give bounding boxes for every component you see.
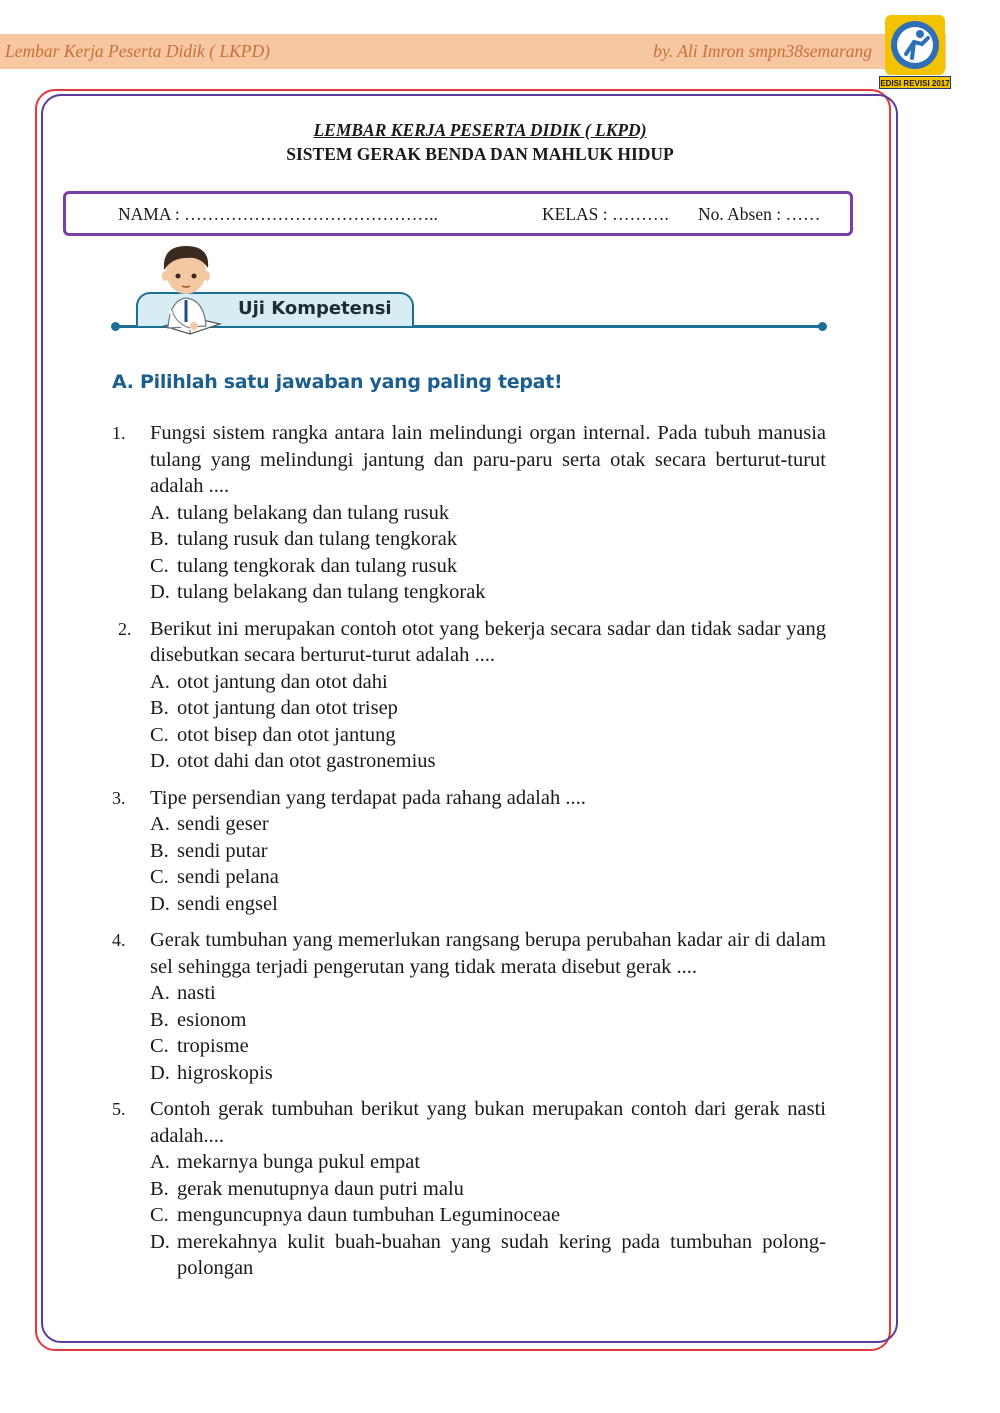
option-letter: A.	[150, 813, 170, 835]
option-a[interactable]	[150, 500, 826, 527]
edisi-revisi-badge: EDISI REVISI 2017	[879, 76, 951, 89]
banner-dot-left	[111, 322, 120, 331]
option-text: esionom	[177, 1008, 247, 1031]
student-reading-icon	[146, 240, 226, 340]
option-text: nasti	[177, 982, 216, 1004]
question-1	[110, 420, 826, 606]
option-letter: D.	[150, 1230, 170, 1253]
question-2	[110, 616, 826, 775]
option-letter: A.	[150, 670, 170, 693]
option-c[interactable]	[150, 722, 826, 749]
question-number: 3.	[112, 787, 126, 808]
option-letter: D.	[150, 892, 170, 915]
option-text: tulang tengkorak dan tulang rusuk	[177, 554, 458, 577]
question-number: 4.	[112, 930, 126, 950]
option-b[interactable]	[150, 838, 826, 865]
option-c[interactable]	[150, 864, 826, 891]
option-letter: A.	[150, 501, 170, 524]
option-text: sendi geser	[177, 813, 269, 835]
header-right-text: by. Ali Imron smpn38semarang	[653, 41, 872, 61]
header-left-text: Lembar Kerja Peserta Didik ( LKPD)	[5, 41, 270, 61]
question-number: 2.	[118, 618, 132, 639]
option-d[interactable]	[150, 748, 826, 775]
question-number: 5.	[112, 1099, 126, 1119]
option-a[interactable]	[150, 980, 826, 1007]
question-number: 1.	[112, 423, 126, 443]
option-d[interactable]	[150, 1060, 826, 1087]
option-b[interactable]	[150, 1007, 826, 1034]
question-4	[110, 927, 826, 1086]
option-text: sendi putar	[177, 839, 268, 862]
option-text: otot dahi dan otot gastronemius	[177, 750, 436, 772]
question-stem: Gerak tumbuhan yang memerlukan rangsang berupa perubahan kadar air di dalam sel sehingga terjadi pengerutan yang tidak merata disebut gerak ....	[150, 929, 826, 978]
option-c[interactable]	[150, 553, 826, 580]
option-b[interactable]	[150, 526, 826, 553]
option-letter: B.	[150, 528, 169, 550]
option-text: otot jantung dan otot trisep	[177, 697, 398, 719]
option-text: otot bisep dan otot jantung	[177, 723, 396, 746]
nama-field[interactable]: NAMA : ……………………………………..	[118, 204, 438, 224]
question-3	[110, 785, 826, 918]
option-letter: A.	[150, 1151, 170, 1173]
option-letter: A.	[150, 982, 170, 1004]
option-letter: D.	[150, 1061, 170, 1084]
option-letter: B.	[150, 1008, 169, 1031]
option-c[interactable]	[150, 1202, 826, 1229]
question-list	[110, 420, 826, 1292]
option-text: tulang belakang dan tulang rusuk	[177, 501, 450, 524]
worksheet-subtitle: SISTEM GERAK BENDA DAN MAHLUK HIDUP	[286, 144, 674, 164]
option-text: gerak menutupnya daun putri malu	[177, 1177, 464, 1200]
option-letter: C.	[150, 1035, 169, 1057]
question-stem: Fungsi sistem rangka antara lain melindungi organ internal. Pada tubuh manusia tulang yang melindungi jantung dan paru-paru serta otak secara berturut-turut adalah ....	[150, 422, 826, 497]
option-d[interactable]	[150, 579, 826, 606]
option-c[interactable]	[150, 1033, 826, 1060]
question-stem: Berikut ini merupakan contoh otot yang bekerja secara sadar dan tidak sadar yang disebutkan secara berturut-turut adalah ....	[150, 617, 826, 666]
option-letter: D.	[150, 581, 170, 603]
banner-dot-right	[818, 322, 827, 331]
option-letter: C.	[150, 1204, 169, 1226]
option-letter: D.	[150, 750, 170, 772]
option-letter: B.	[150, 697, 169, 719]
option-text: tropisme	[177, 1035, 249, 1057]
question-stem: Contoh gerak tumbuhan berikut yang bukan merupakan contoh dari gerak nasti adalah....	[150, 1098, 826, 1147]
kurikulum-logo-icon	[884, 14, 946, 76]
option-a[interactable]	[150, 1149, 826, 1176]
section-a-heading: A. Pilihlah satu jawaban yang paling tepat!	[112, 371, 563, 393]
option-text: merekahnya kulit buah-buahan yang sudah kering pada tumbuhan polong-polongan	[177, 1230, 826, 1279]
option-b[interactable]	[150, 695, 826, 722]
kelas-field[interactable]: KELAS : ……….	[542, 204, 669, 224]
option-text: otot jantung dan otot dahi	[177, 670, 388, 693]
option-text: tulang rusuk dan tulang tengkorak	[177, 528, 458, 550]
option-a[interactable]	[150, 811, 826, 838]
banner-label: Uji Kompetensi	[238, 298, 392, 319]
worksheet-title: LEMBAR KERJA PESERTA DIDIK ( LKPD)	[313, 120, 647, 140]
option-letter: B.	[150, 1177, 169, 1200]
option-d[interactable]	[150, 891, 826, 918]
option-letter: C.	[150, 554, 169, 577]
option-a[interactable]	[150, 669, 826, 696]
option-text: menguncupnya daun tumbuhan Leguminoceae	[177, 1204, 561, 1226]
option-d[interactable]	[150, 1229, 826, 1282]
option-letter: C.	[150, 866, 169, 888]
question-stem: Tipe persendian yang terdapat pada rahang adalah ....	[150, 786, 586, 809]
option-text: sendi engsel	[177, 892, 278, 915]
option-text: higroskopis	[177, 1061, 273, 1084]
option-text: mekarnya bunga pukul empat	[177, 1151, 421, 1173]
option-text: tulang belakang dan tulang tengkorak	[177, 581, 486, 603]
question-5	[110, 1096, 826, 1282]
option-b[interactable]	[150, 1176, 826, 1203]
option-text: sendi pelana	[177, 866, 279, 888]
absen-field[interactable]: No. Absen : ……	[698, 204, 821, 224]
option-letter: B.	[150, 839, 169, 862]
option-letter: C.	[150, 723, 169, 746]
